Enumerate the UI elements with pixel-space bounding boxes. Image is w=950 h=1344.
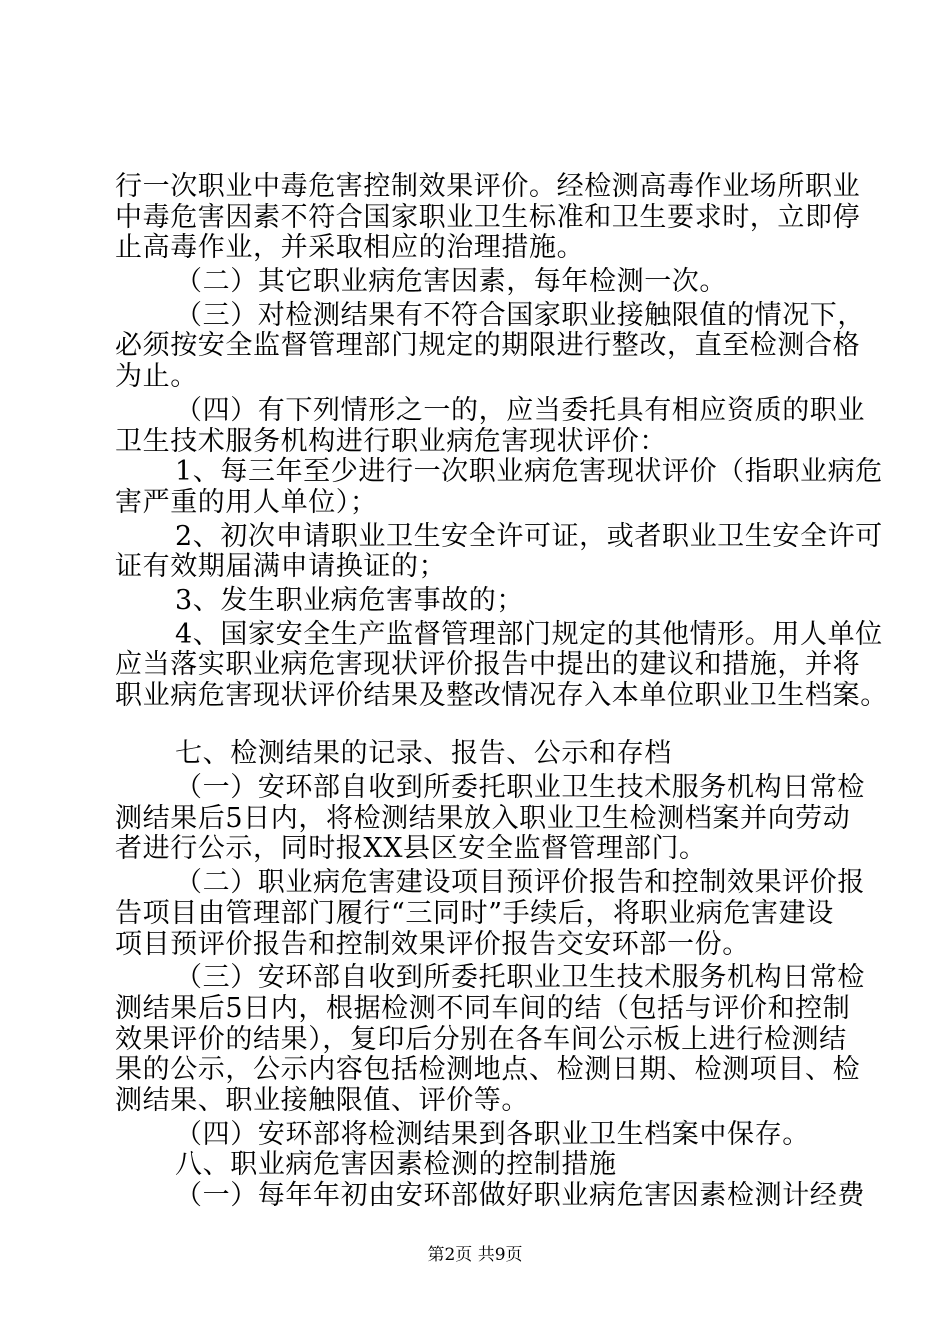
- text-line: （二）其它职业病危害因素，每年检测一次。: [175, 266, 727, 297]
- text-line: （四）有下列情形之一的，应当委托具有相应资质的职业: [175, 395, 865, 426]
- text-line: 证有效期届满申请换证的；: [115, 551, 447, 582]
- text-line: 者进行公示，同时报XX县区安全监督管理部门。: [115, 833, 707, 864]
- text-line: （一）安环部自收到所委托职业卫生技术服务机构日常检: [175, 772, 865, 803]
- page-number-footer: 第2页 共9页: [427, 1245, 523, 1265]
- text-line: （一）每年年初由安环部做好职业病危害因素检测计经费: [175, 1180, 865, 1211]
- text-line: 告项目由管理部门履行“三同时”手续后，将职业病危害建设: [115, 898, 834, 929]
- text-line: 果的公示，公示内容包括检测地点、检测日期、检测项目、检: [115, 1054, 861, 1085]
- section-heading: 七、检测结果的记录、报告、公示和存档: [175, 738, 672, 769]
- text-line: 职业病危害现状评价结果及整改情况存入本单位职业卫生档案。: [115, 680, 888, 711]
- text-line: 行一次职业中毒危害控制效果评价。经检测高毒作业场所职业: [115, 171, 861, 202]
- text-line: （三）安环部自收到所委托职业卫生技术服务机构日常检: [175, 962, 865, 993]
- text-line: 害严重的用人单位）；: [115, 487, 378, 518]
- section-heading: 八、职业病危害因素检测的控制措施: [175, 1149, 617, 1180]
- text-line: 测结果后5日内，根据检测不同车间的结（包括与评价和控制: [115, 993, 851, 1024]
- text-line: 3、发生职业病危害事故的；: [175, 585, 524, 616]
- text-line: （四）安环部将检测结果到各职业卫生档案中保存。: [175, 1119, 810, 1150]
- text-line: 测结果后5日内，将检测结果放入职业卫生检测档案并向劳动: [115, 803, 851, 834]
- text-line: 止高毒作业，并采取相应的治理措施。: [115, 232, 585, 263]
- text-line: 1、每三年至少进行一次职业病危害现状评价（指职业病危: [175, 456, 883, 487]
- text-line: （三）对检测结果有不符合国家职业接触限值的情况下，: [175, 300, 865, 331]
- text-line: 效果评价的结果），复印后分别在各车间公示板上进行检测结: [115, 1024, 847, 1055]
- text-line: （二）职业病危害建设项目预评价报告和控制效果评价报: [175, 867, 865, 898]
- text-line: 卫生技术服务机构进行职业病危害现状评价：: [115, 426, 667, 457]
- text-line: 4、国家安全生产监督管理部门规定的其他情形。用人单位: [175, 619, 883, 650]
- text-line: 2、初次申请职业卫生安全许可证，或者职业卫生安全许可: [175, 521, 883, 552]
- text-line: 中毒危害因素不符合国家职业卫生标准和卫生要求时，立即停: [115, 202, 861, 233]
- text-line: 必须按安全监督管理部门规定的期限进行整改，直至检测合格: [115, 330, 861, 361]
- text-line: 测结果、职业接触限值、评价等。: [115, 1085, 529, 1116]
- text-line: 应当落实职业病危害现状评价报告中提出的建议和措施，并将: [115, 649, 861, 680]
- text-line: 为止。: [115, 361, 198, 392]
- text-line: 项目预评价报告和控制效果评价报告交安环部一份。: [115, 929, 750, 960]
